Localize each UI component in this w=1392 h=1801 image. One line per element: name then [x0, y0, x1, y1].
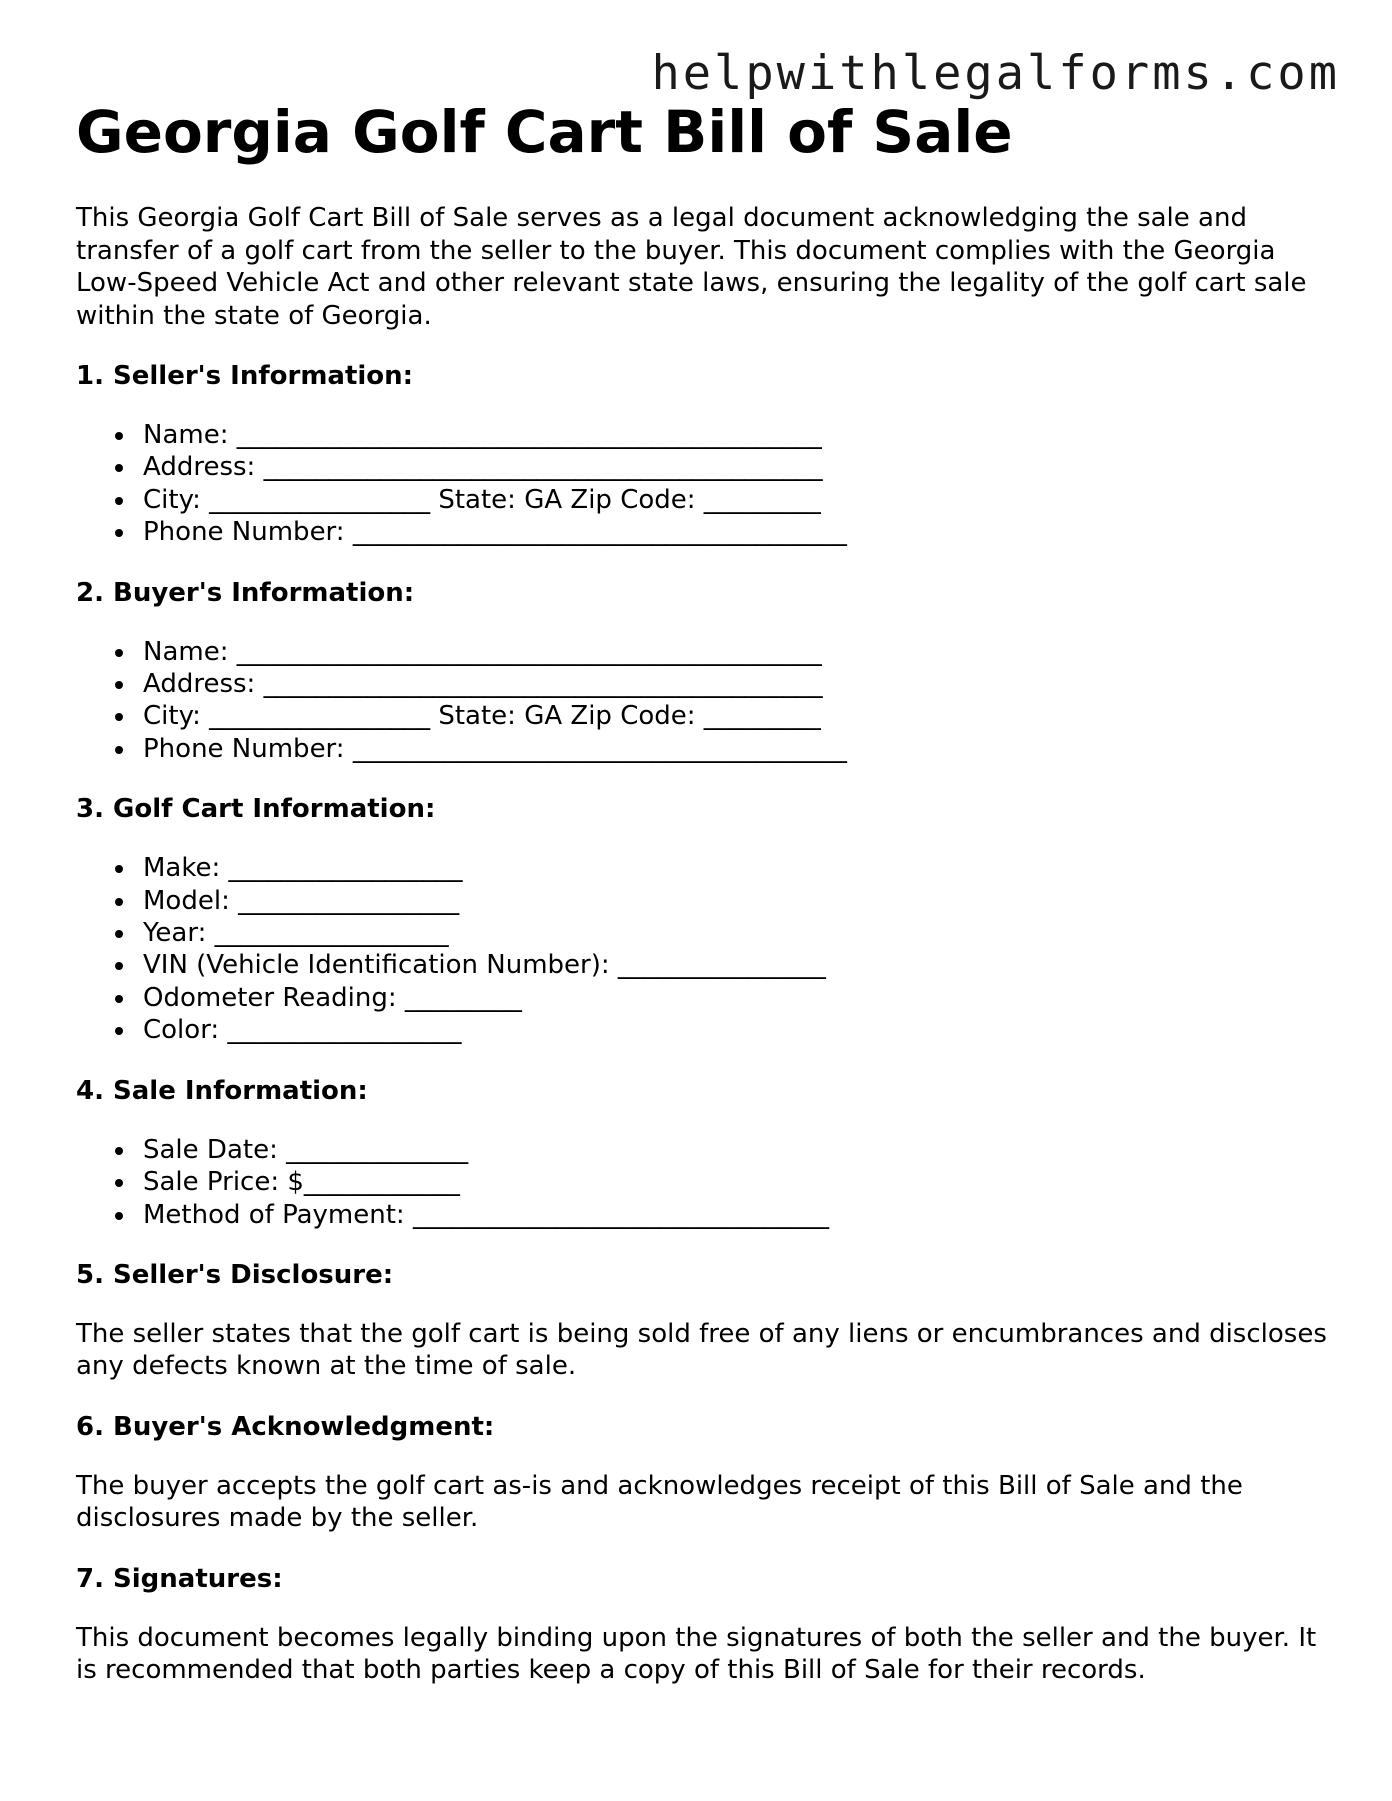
- seller-disclosure-text: The seller states that the golf cart is being sold free of any liens or encumbrances and discloses any defects known at the time of sale.: [76, 1318, 1327, 1382]
- payment-method-field: Method of Payment: ________________________________: [115, 1199, 1336, 1231]
- buyer-acknowledgment-heading: 6. Buyer's Acknowledgment:: [76, 1411, 495, 1442]
- buyer-city-state-zip-field: City: _________________ State: GA Zip Code: _________: [115, 700, 1336, 732]
- cart-make-field: Make: __________________: [115, 852, 1336, 884]
- buyer-acknowledgment-text: The buyer accepts the golf cart as-is and acknowledges receipt of this Bill of Sale and the disclosures made by the seller.: [76, 1470, 1243, 1534]
- cart-info-heading: 3. Golf Cart Information:: [76, 794, 436, 825]
- cart-info-fields: [115, 852, 1336, 1046]
- site-watermark: helpwithlegalforms.com: [651, 46, 1340, 101]
- cart-odometer-field: Odometer Reading: _________: [115, 982, 1336, 1014]
- cart-model-field: Model: _________________: [115, 885, 1336, 917]
- seller-info-heading: 1. Seller's Information:: [76, 361, 414, 391]
- cart-year-field: Year: __________________: [115, 917, 1336, 949]
- buyer-name-field: Name: _____________________________________________: [115, 636, 1336, 668]
- document-title: Georgia Golf Cart Bill of Sale: [76, 98, 1013, 166]
- seller-name-field: Name: _____________________________________________: [115, 419, 1336, 451]
- cart-color-field: Color: __________________: [115, 1014, 1336, 1046]
- signatures-heading: 7. Signatures:: [76, 1563, 283, 1594]
- seller-disclosure-heading: 5. Seller's Disclosure:: [76, 1259, 394, 1290]
- seller-phone-field: Phone Number: ______________________________________: [115, 516, 1336, 548]
- sale-date-field: Sale Date: ______________: [115, 1134, 1336, 1166]
- buyer-info-fields: [115, 636, 1336, 766]
- sale-info-heading: 4. Sale Information:: [76, 1075, 368, 1106]
- seller-address-field: Address: ___________________________________________: [115, 451, 1336, 483]
- sale-price-field: Sale Price: $____________: [115, 1166, 1336, 1198]
- intro-paragraph: This Georgia Golf Cart Bill of Sale serves as a legal document acknowledging the sale and transfer of a golf cart from the seller to the buyer. This document complies with the Georgia Low-Speed Vehicle Act and other relevant state laws, ensuring the legality of the golf cart sale within the state of Georgia.: [76, 203, 1307, 331]
- sale-info-fields: [115, 1134, 1336, 1231]
- buyer-phone-field: Phone Number: ______________________________________: [115, 733, 1336, 765]
- seller-city-state-zip-field: City: _________________ State: GA Zip Code: _________: [115, 484, 1336, 516]
- signatures-text: This document becomes legally binding upon the signatures of both the seller and the buyer. It is recommended that both parties keep a copy of this Bill of Sale for their records.: [76, 1622, 1317, 1686]
- buyer-address-field: Address: ___________________________________________: [115, 668, 1336, 700]
- buyer-info-heading: 2. Buyer's Information:: [76, 577, 415, 608]
- cart-vin-field: VIN (Vehicle Identification Number): ________________: [115, 949, 1336, 981]
- document-body: [76, 98, 1336, 1687]
- seller-info-fields: [115, 419, 1336, 549]
